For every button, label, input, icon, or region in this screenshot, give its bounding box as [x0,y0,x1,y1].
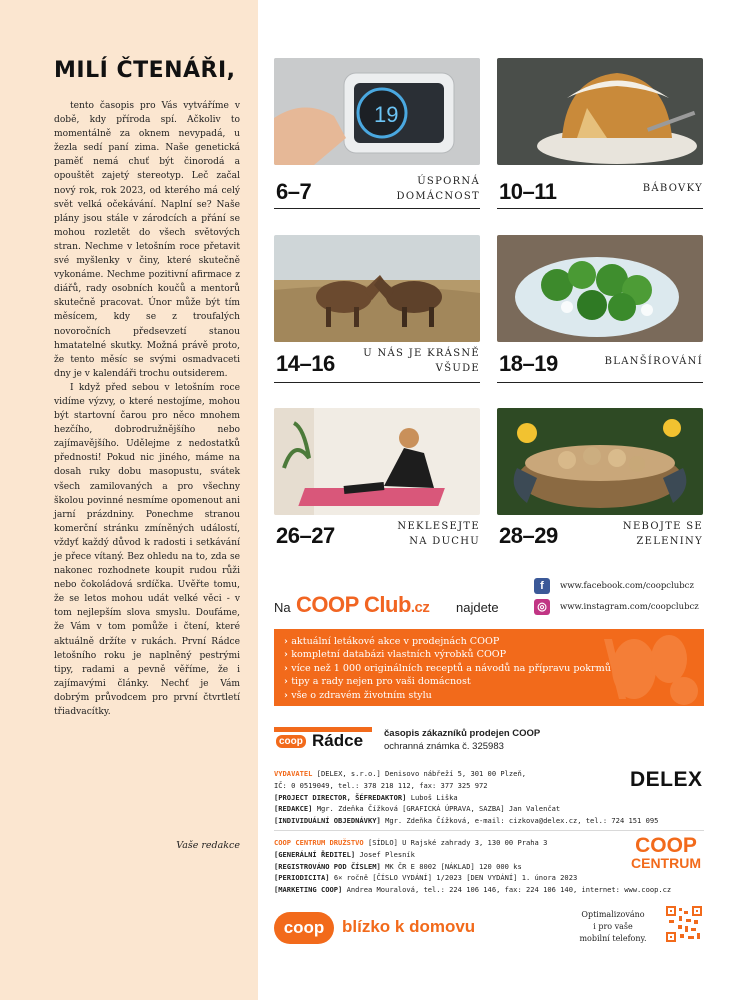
imprint-publisher [274,768,658,827]
coop-footer-logo [274,912,514,944]
benefits-list [284,635,611,702]
imprint-coop [274,837,671,896]
instagram-url: www.instagram.com/coopclubcz [560,602,699,612]
club-prefix: Na [274,600,291,615]
toc-item[interactable] [497,235,703,385]
coop-centrum-logo: COOP CENTRUM [631,834,701,871]
imprint-line: COOP CENTRUM DRUŽSTVO [SÍDLO] U Rajské zahrady 3, 130 00 Praha 3 [274,838,548,847]
toc-label: BÁBOVKY [642,183,703,194]
editorial-body [54,99,240,719]
coop-logo: coop [274,912,334,944]
imprint-line: [REGISTROVÁNO POD ČÍSLEM] MK ČR E 8002 [NÁKLAD] 120 000 ks [274,861,522,871]
toc-item[interactable] [274,58,480,208]
mobile-note: Optimalizováno i pro vaše mobilní telefony. [579,910,647,943]
toc-divider [497,382,703,383]
toc-pages: 26–27 [276,523,335,548]
benefit-item: › vše o zdravém životním stylu [284,689,611,702]
editorial-column [0,0,258,1000]
benefit-item: › aktuální letákové akce v prodejnách COOP [284,635,611,648]
coop-club-logo[interactable] [296,592,429,618]
radce-subtitle: časopis zákazníků prodejen COOP [384,728,541,739]
toc-label: NEKLESEJTE NA DUCHU [397,521,480,547]
benefit-item: › více než 1 000 originálních receptů a návodů na přípravu pokrmů [284,662,611,675]
toc-item[interactable] [497,408,703,558]
coop-slogan: blízko k domovu [342,917,476,936]
delex-logo [630,768,702,796]
toc-item[interactable] [274,235,480,385]
toc-divider [497,208,703,209]
benefit-item: › kompletní databázi vlastních výrobků COOP [284,648,611,661]
yoga-photo [274,408,480,515]
imprint-line: [GENERÁLNÍ ŘEDITEL] Josef Plesník [274,849,415,859]
imprint-line: [REDAKCE] Mgr. Zdeňka Čížková [GRAFICKÁ ÚPRAVA, SAZBA] Jan Valenčat [274,804,561,814]
toc-label: NEBOJTE SE ZELENINY [622,521,703,547]
toc-divider [274,382,480,383]
toc-item[interactable] [274,408,480,558]
imprint-line: VYDAVATEL [DELEX, s.r.o.] Denisovo nábřeží 5, 301 00 Plzeň, [274,769,526,778]
benefits-box [274,629,704,706]
qr-code-icon[interactable] [666,906,702,942]
ponies-photo [274,235,480,342]
toc-pages: 18–19 [499,351,558,376]
toc-item[interactable] [497,58,703,208]
instagram-icon: ◎ [534,599,550,615]
toc-divider [274,208,480,209]
imprint-line: [PERIODICITA] 6× ročně [ČÍSLO VYDÁNÍ] 1/2023 [DEN VYDÁNÍ] 1. února 2023 [274,873,578,883]
toc-pages: 28–29 [499,523,558,548]
editorial-title: MILÍ ČTENÁŘI, [54,58,236,83]
benefit-item: › tipy a rady nejen pro vaši domácnost [284,675,611,688]
imprint-line: [INDIVIDUÁLNÍ OBJEDNÁVKY] Mgr. Zdeňka Čížková, e-mail: cizkova@delex.cz, tel.: 724 151 095 [274,816,659,826]
toc-pages: 6–7 [276,179,312,204]
toc-label: BLANŠÍROVÁNÍ [604,356,703,367]
bundt-cake-photo [497,58,703,165]
radce-subtitle-block [384,727,540,753]
imprint-divider [274,830,704,831]
vegetable-basket-photo [497,408,703,515]
editorial-paragraph: tento časopis pro Vás vytváříme v době, kdy příroda spí. Ačkoliv to momentálně za oknem nevypadá, u žezla sedí paní zima. Naše genetická paměť nemá chuť být činorodá a opouštět zajetý stereotyp. Leč začal nový rok, rok 2023, od kterého má celý svět velká očekávání. Naplní se? Naše plány jsou stále v zárodcích a přání se mohou rozletět do všech světových stran. Nechme v letošním roce přetavit své myšlenky v činy, které skutečně vykonáme. Nechme pozitivní afirmace z diářů, rady osobních koučů a mentorů skutečně pracovat. Únor může být tím měsícem, kdy se z troufalých novoročních předsevzetí stanou hmatatelné skutky. Možná právě proto, že tento měsíc se svými osmadvaceti dny je v kalendáři trochu outsiderem. [54,101,240,379]
coop-club-row [274,580,704,626]
radce-logo [274,727,372,751]
imprint-line: [PROJECT DIRECTOR, ŠÉFREDAKTOR] Luboš Liška [274,792,458,802]
radce-logo-name: Rádce [312,731,364,750]
toc-label: U NÁS JE KRÁSNĚ VŠUDE [363,348,480,374]
facebook-url: www.facebook.com/coopclubcz [560,581,694,591]
broccoli-photo [497,235,703,342]
club-suffix: najdete [456,600,499,615]
toc-pages: 10–11 [499,179,557,204]
toc-label: ÚSPORNÁ DOMÁCNOST [396,176,480,202]
editorial-paragraph: I když před sebou v letošním roce vidíme výzvy, o které nestojíme, mohou být startovní čarou pro něco mnohem hezčího, dobrodružnějšího nebo zajímavějšího. Udělejme z nedostatků přednosti! Pokud nic jiného, máme na dosah ruky dobu masopustu, svátek všech zamilovaných a pro všechny školou povinné nesmíme opomenout ani jarní prázdniny. Ponechme stranou komerční stránku zmíněných událostí, vždyť každý důvod k radosti i setkávání je přece vítaný. Bez ohledu na to, zda se nakonec rozhodnete koupit rudou růži nebo čokoládová srdíčka. Uvěřte tomu, že se letos mohou udát velké věci - v tom nejlepším slova smyslu. Doufáme, že Vám v tom pomůže i čtení, které aktuálně držíte v rukách. První Rádce letošního roku je naplněný pestrými tipy, radami a pevně věříme, že i zajímavými články. Nechť je Vám dobrým průvodcem pro první čtvrtletí třiadvacítky. [54,382,240,718]
toc-pages: 14–16 [276,351,335,376]
editorial-signature: Vaše redakce [176,840,240,851]
svg-text:19: 19 [374,102,399,127]
delex-wordmark: DELEX [630,768,703,791]
radce-trademark: ochranná známka č. 325983 [384,741,504,752]
facebook-icon: f [534,578,550,594]
thermostat-photo [274,58,480,165]
imprint-line: IČ: 0 0519049, tel.: 378 218 112, fax: 377 325 972 [274,780,488,790]
imprint-line: [MARKETING COOP] Andrea Mouralová, tel.: 224 106 146, fax: 224 106 140, internet: www.coop.cz [274,885,672,895]
radce-logo-coop: coop [276,735,306,748]
coop-club-logo-text: COOP Club [296,592,411,617]
coop-club-logo-suffix: .cz [410,599,430,616]
